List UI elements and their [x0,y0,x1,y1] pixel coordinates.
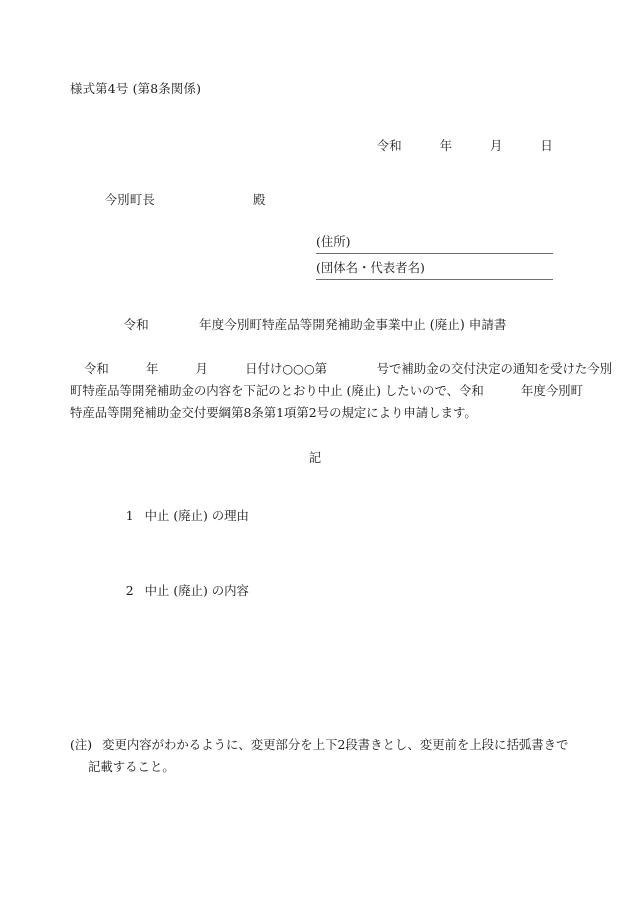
body-paragraph [70,358,613,424]
footnote-marker: (注) [70,737,93,752]
ki-marker: 記 [308,450,322,465]
item-1-number: 1 [125,508,134,523]
list-item [110,491,249,539]
body-line-1: 令和 年 月 日付け○○○第 号で補助金の交付決定の通知を受けた今別 [84,361,613,376]
organization-representative-field-label: (団体名・代表者名) [316,260,425,276]
footnote-line-2: 記載すること。 [88,759,175,775]
footnote-text-1: 変更内容がわかるように、変更部分を上下2段書きとし、変更前を上段に括弧書きで [102,737,569,752]
footnote [70,734,569,779]
list-item [110,566,249,614]
applicant-fields [316,228,553,280]
body-line-3: 特産品等開発補助金交付要綱第8条第1項第2号の規定により申請します。 [70,405,477,421]
address-field[interactable] [316,228,553,254]
addressee-honorific: 殿 [252,191,266,207]
date-line-text: 令和 年 月 日 [376,137,553,153]
item-2-number: 2 [125,583,134,598]
item-2-label: 中止 (廃止) の内容 [144,583,249,598]
footnote-line-1 [70,734,569,756]
item-1-label: 中止 (廃止) の理由 [144,508,249,523]
body-line-2: 町特産品等開発補助金の内容を下記のとおり中止 (廃止) したいので、令和 年度今別町 [70,383,583,399]
address-field-label: (住所) [316,234,351,250]
date-line [70,118,553,174]
addressee-line [88,172,266,228]
organization-representative-field[interactable] [316,254,553,280]
form-number: 様式第4号 (第8条関係) [70,81,202,96]
document-title: 令和 年度今別町特産品等開発補助金事業中止 (廃止) 申請書 [123,317,507,332]
addressee-recipient: 今別町長 [104,191,155,207]
